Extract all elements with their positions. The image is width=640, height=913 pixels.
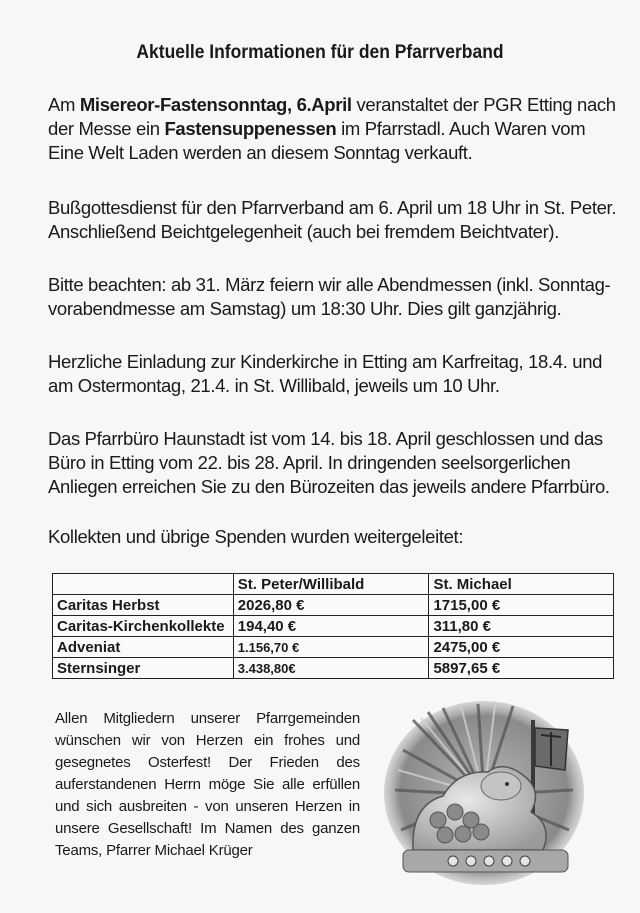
bold-event-date: Misereor-Fastensonntag, 6.April bbox=[79, 94, 352, 115]
amount-st-michael: 5897,65 € bbox=[429, 658, 614, 679]
paragraph-kollekten-intro: Kollekten und übrige Spenden wurden weitergeleitet: bbox=[48, 526, 464, 547]
table-row bbox=[53, 637, 614, 658]
table-header-cell bbox=[53, 574, 234, 595]
table-row bbox=[53, 595, 614, 616]
paragraph-bussgottesdienst: Bußgottesdienst für den Pfarrverband am 6. April um 18 Uhr in St. Peter. Anschließend Beichtgelegenheit (auch bei fremdem Beichtvater). bbox=[48, 197, 617, 242]
amount-st-peter: 2026,80 € bbox=[233, 595, 429, 616]
bold-event-name: Fastensuppenessen bbox=[164, 118, 337, 139]
row-label: Caritas Herbst bbox=[53, 595, 234, 616]
amount-st-michael: 311,80 € bbox=[429, 616, 614, 637]
paragraph-kinderkirche: Herzliche Einladung zur Kinderkirche in Etting am Karfreitag, 18.4. und am Ostermontag, 21.4. in St. Willibald, jeweils um 10 Uhr. bbox=[48, 351, 603, 396]
paragraph-abendmessen: Bitte beachten: ab 31. März feiern wir alle Abendmessen (inkl. Sonntag-vorabendmesse am Samstag) um 18:30 Uhr. Dies gilt ganzjährig. bbox=[48, 274, 611, 319]
text-span: im Pfarrstadl. Auch Waren vom Eine Welt Laden werden an diesem Sonntag verkauft. bbox=[48, 118, 586, 163]
page-title: Aktuelle Informationen für den Pfarrverband bbox=[136, 42, 504, 63]
row-label: Sternsinger bbox=[53, 658, 234, 679]
paragraph-fastensonntag bbox=[48, 93, 618, 165]
text-span: Am bbox=[48, 94, 80, 115]
table-row bbox=[53, 616, 614, 637]
text-span: veranstaltet der PGR Etting nach der Messe ein bbox=[48, 94, 616, 139]
amount-st-peter: 3.438,80€ bbox=[233, 658, 429, 679]
amount-st-michael: 2475,00 € bbox=[429, 637, 614, 658]
amount-st-peter: 194,40 € bbox=[233, 616, 429, 637]
paragraph-pfarrbuero: Das Pfarrbüro Haunstadt ist vom 14. bis 18. April geschlossen und das Büro in Etting vom 22. bis 28. April. In dringenden seelsorgerlichen Anliegen erreichen Sie zu den Bürozeiten das jeweils andere Pfarrbüro. bbox=[48, 428, 610, 497]
table-header-cell: St. Michael bbox=[429, 574, 614, 595]
easter-greeting: Allen Mitgliedern unserer Pfarrgemeinden wünschen wir von Herzen ein frohes und gesegnetes Osterfest! Der Frieden des auferstandenen Herrn möge Sie alle erfüllen und sich ausbreiten - von unseren Herzen in unsere Gesellschaft! Im Namen des ganzen Teams, Pfarrer Michael Krüger bbox=[55, 710, 360, 859]
row-label: Adveniat bbox=[53, 637, 234, 658]
easter-lamb-image bbox=[383, 700, 585, 886]
table-header-row bbox=[53, 574, 614, 595]
amount-st-peter: 1.156,70 € bbox=[233, 637, 429, 658]
easter-lamb-icon bbox=[383, 700, 585, 886]
collections-table bbox=[52, 573, 614, 679]
table-row bbox=[53, 658, 614, 679]
table-header-cell: St. Peter/Willibald bbox=[233, 574, 429, 595]
row-label: Caritas-Kirchenkollekte bbox=[53, 616, 234, 637]
amount-st-michael: 1715,00 € bbox=[429, 595, 614, 616]
